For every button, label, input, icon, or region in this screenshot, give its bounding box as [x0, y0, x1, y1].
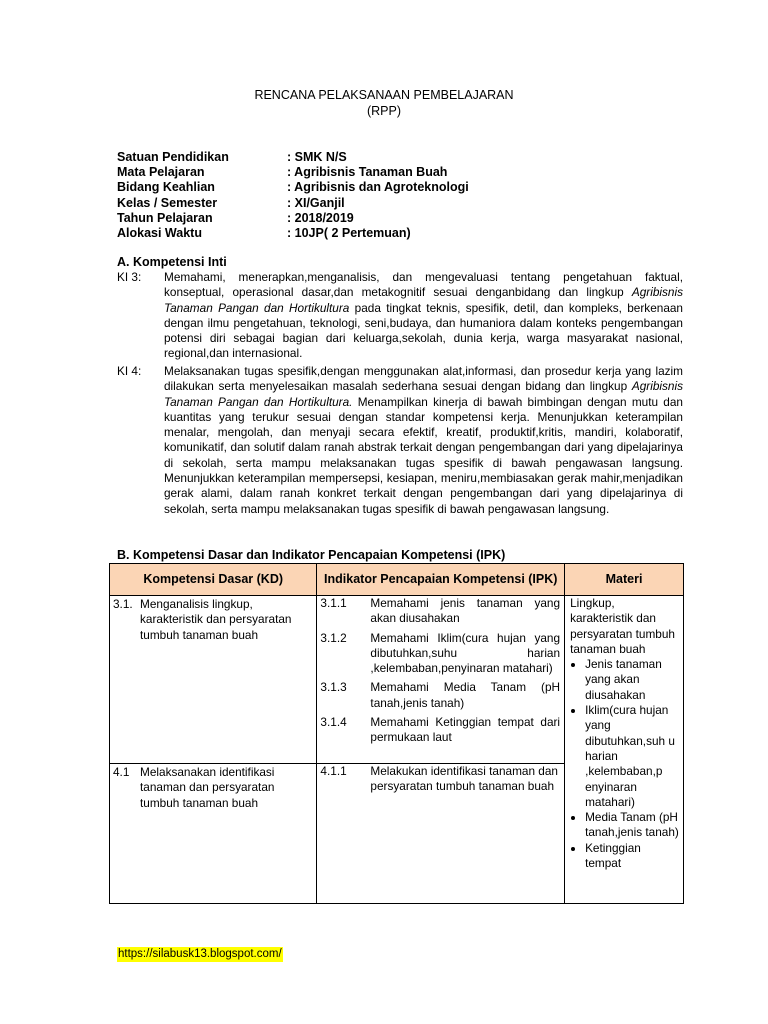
identity-value: : Agribisnis Tanaman Buah — [287, 165, 448, 180]
identity-value: : 2018/2019 — [287, 210, 354, 225]
ki4-code: KI 4: — [117, 364, 142, 378]
identity-label: Satuan Pendidikan — [117, 150, 229, 164]
ipk-item — [317, 631, 564, 677]
identity-label: Alokasi Waktu — [117, 226, 202, 241]
header-materi: Materi — [565, 564, 684, 596]
identity-row — [117, 211, 469, 226]
ki3-text: Memahami, menerapkan,menganalisis, dan mengevaluasi tentang pengetahuan faktual, konseptual, operasional dasar,dan metakognitif sesuai denganbidang dan lingkup Agribisnis Tanaman Pangan dan Hortikultura pada tingkat teknis, spesifik, detil, dan kompleks, berkenaan dengan ilmu pengetahuan, teknologi, seni,budaya, dan humaniora dalam konteks pengembangan potensi diri sebagai bagian dari keluarga,sekolah, dunia kerja, warga masyarakat nasional, regional,dan internasional. — [164, 270, 683, 361]
kd-text: Melaksanakan identifikasi tanaman dan persyaratan tumbuh tanaman buah — [140, 765, 275, 810]
ipk-code: 4.1.1 — [320, 764, 347, 778]
ki3-paragraph — [117, 270, 683, 362]
ipk-item — [317, 680, 564, 711]
kd-ipk-table — [109, 563, 684, 904]
ipk-code: 3.1.4 — [320, 715, 347, 730]
ipk-item — [317, 596, 564, 627]
footer-link[interactable]: https://silabusk13.blogspot.com/ — [118, 948, 282, 960]
identity-row — [117, 226, 469, 241]
ipk-text: Memahami Media Tanam (pH tanah,jenis tanah) — [370, 680, 561, 710]
identity-row — [117, 180, 469, 195]
ipk-code: 3.1.1 — [320, 596, 347, 610]
ipk-code: 3.1.3 — [320, 680, 347, 695]
table-row — [110, 596, 684, 764]
identity-value: : Agribisnis dan Agroteknologi — [287, 180, 469, 195]
ipk-text: Memahami Iklim(cura hujan yang dibutuhkan,suhu harian ,kelembaban,penyinaran matahari) — [370, 630, 561, 676]
ipk-item — [317, 715, 564, 746]
ipk-item — [317, 764, 564, 795]
identity-label: Kelas / Semester — [117, 195, 218, 210]
identity-label: Mata Pelajaran — [117, 165, 205, 180]
identity-value: : 10JP( 2 Pertemuan) — [287, 226, 411, 241]
materi-cell — [565, 596, 684, 904]
identity-label: Tahun Pelajaran — [117, 210, 213, 225]
list-item: • Ketinggian tempat — [585, 841, 679, 872]
identity-value: : SMK N/S — [287, 150, 347, 164]
ki3-code: KI 3: — [117, 270, 142, 284]
table-header-row — [110, 564, 684, 596]
materi-intro: Lingkup, karakteristik dan persyaratan tumbuh tanaman buah — [570, 596, 675, 656]
materi-list — [570, 657, 679, 871]
ki4-paragraph — [117, 364, 683, 517]
list-item: • Jenis tanaman yang akan diusahakan — [585, 657, 679, 703]
kd-text: Menganalisis lingkup, karakteristik dan persyaratan tumbuh tanaman buah — [140, 597, 292, 642]
list-item: • Iklim(cura hujan yang dibutuhkan,suh u harian ,kelembaban,p enyinaran matahari) — [585, 703, 679, 810]
ipk-cell — [317, 764, 565, 904]
kd-cell — [110, 764, 317, 904]
list-item: • Media Tanam (pH tanah,jenis tanah) — [585, 810, 679, 841]
ipk-text: Memahami jenis tanaman yang akan diusahakan — [370, 596, 561, 626]
identity-value: : XI/Ganjil — [287, 195, 345, 210]
ipk-code: 3.1.2 — [320, 630, 347, 645]
ki4-text: Melaksanakan tugas spesifik,dengan menggunakan alat,informasi, dan prosedur kerja yang lazim dilakukan serta menyelesaikan masalah sederhana sesuai dengan bidang dan lingkup Agribisnis Tanaman Pangan dan Hortikultura. Menampilkan kinerja di bawah bimbingan dengan mutu dan kuantitas yang terukur sesuai dengan standar kompetensi kerja. Menunjukkan keterampilan menalar, mengolah, dan menyaji secara efektif, kreatif, produktif,kritis, mandiri, kolaboratif, komunikatif, dan solutif dalam ranah abstrak terkait dengan pengembangan dari yang dipelajarinya di sekolah, serta mampu melaksanakan tugas spesifik di bawah pengawasan langsung. Menunjukkan keterampilan mempersepsi, kesiapan, meniru,membiasakan gerak mahir,menjadikan gerak alami, dalam ranah konkret terkait dengan pengembangan dari yang dipelajarinya di sekolah, serta mampu melaksanakan tugas spesifik di bawah pengawasan langsung. — [164, 364, 683, 516]
identity-row — [117, 196, 469, 211]
kd-code: 4.1 — [113, 765, 130, 779]
section-b-heading: B. Kompetensi Dasar dan Indikator Pencapaian Kompetensi (IPK) — [117, 548, 506, 562]
header-ipk: Indikator Pencapaian Kompetensi (IPK) — [317, 564, 565, 596]
ipk-text: Melakukan identifikasi tanaman dan persyaratan tumbuh tanaman buah — [370, 764, 558, 794]
header-kd: Kompetensi Dasar (KD) — [110, 564, 317, 596]
document-subtitle: (RPP) — [366, 104, 402, 118]
document-title: RENCANA PELAKSANAAN PEMBELAJARAN — [254, 88, 514, 102]
ipk-text: Memahami Ketinggian tempat dari permukaan laut — [370, 715, 561, 745]
identity-row — [117, 150, 469, 165]
ipk-cell — [317, 596, 565, 764]
kd-code: 3.1. — [113, 597, 133, 611]
identity-row — [117, 165, 469, 180]
identity-label: Bidang Keahlian — [117, 180, 215, 195]
identity-table — [117, 150, 469, 241]
kd-cell — [110, 596, 317, 764]
section-a-heading: A. Kompetensi Inti — [117, 255, 227, 269]
